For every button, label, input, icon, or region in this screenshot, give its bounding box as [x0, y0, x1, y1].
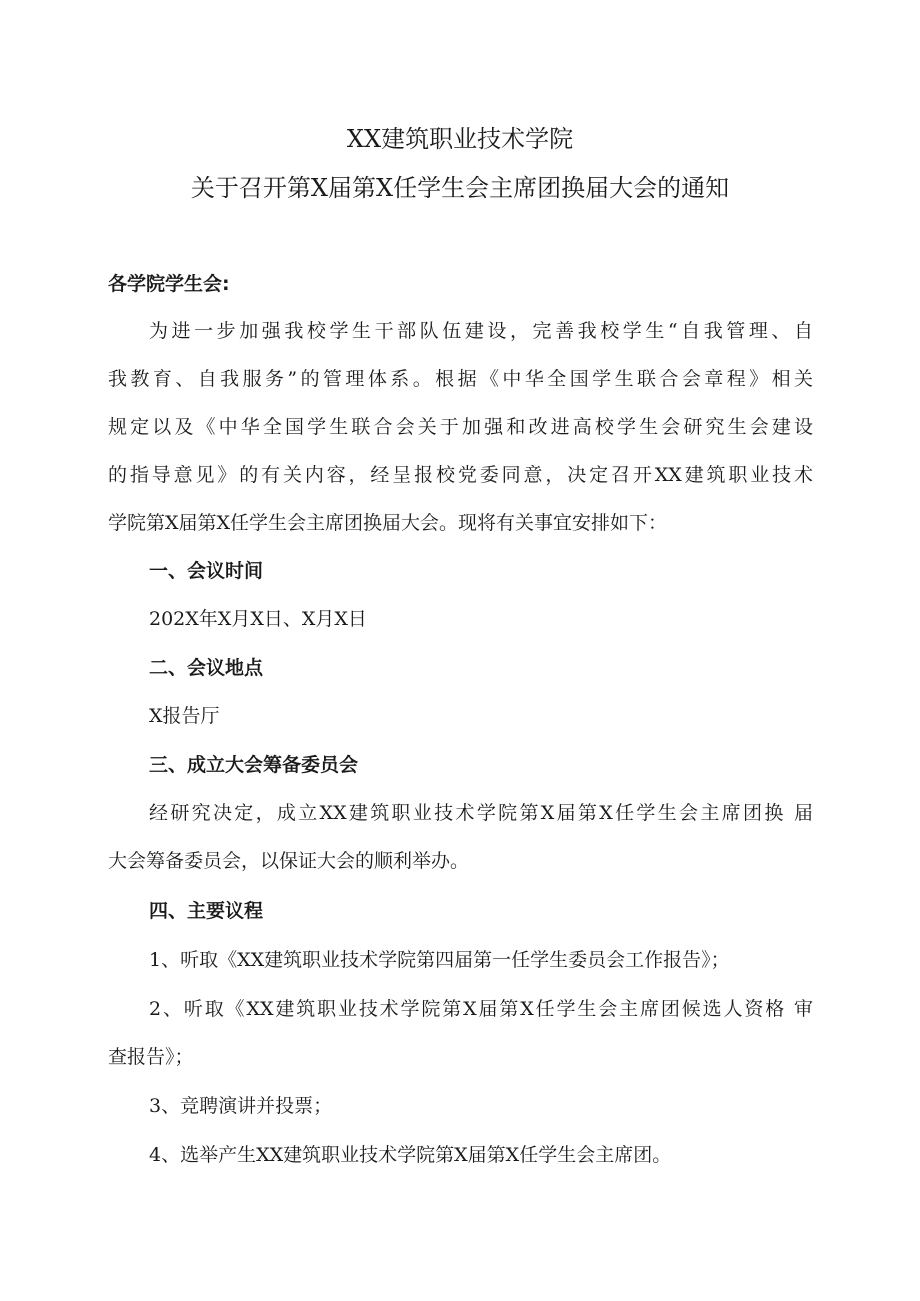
section2-body: X报告厅	[149, 705, 220, 727]
section1-heading: 一、会议时间	[149, 560, 264, 582]
agenda-item-1: 1、听取《XX建筑职业技术学院第四届第一任学生委员会工作报告》；	[149, 949, 730, 971]
section1-body: 202X年X月X日、X月X日	[149, 608, 367, 630]
section4-heading: 四、主要议程	[149, 900, 264, 922]
document-title-line2: 关于召开第X届第X任学生会主席团换届大会的通知	[190, 174, 730, 202]
section3-body-line-1: 经研究决定，成立XX建筑职业技术学院第X届第X任学生会主席团换 届	[149, 802, 813, 824]
intro-line-2: 我教育、自我服务”的管理体系。根据《中华全国学生联合会章程》相关	[108, 368, 813, 390]
intro-line-4: 的指导意见》的有关内容，经呈报校党委同意，决定召开XX建筑职业技术	[108, 464, 813, 486]
intro-line-5: 学院第X届第X任学生会主席团换届大会。现将有关事宜安排如下：	[108, 512, 668, 534]
section3-body-line-2: 大会筹备委员会，以保证大会的顺利举办。	[108, 850, 470, 872]
agenda-item-4: 4、选举产生XX建筑职业技术学院第X届第X任学生会主席团。	[149, 1144, 672, 1166]
agenda-item-2-line-1: 2、听取《XX建筑职业技术学院第X届第X任学生会主席团候选人资格 审	[149, 998, 813, 1020]
document-title-line1: XX建筑职业技术学院	[346, 125, 574, 153]
intro-line-1: 为进一步加强我校学生干部队伍建设，完善我校学生“自我管理、自	[149, 320, 813, 342]
salutation: 各学院学生会:	[108, 273, 230, 295]
intro-line-3: 规定以及《中华全国学生联合会关于加强和改进高校学生会研究生会建设	[108, 416, 813, 438]
agenda-item-3: 3、竞聘演讲并投票；	[149, 1095, 333, 1117]
agenda-item-2-line-2: 查报告》；	[108, 1046, 194, 1068]
section3-heading: 三、成立大会筹备委员会	[149, 754, 359, 776]
section2-heading: 二、会议地点	[149, 657, 264, 679]
